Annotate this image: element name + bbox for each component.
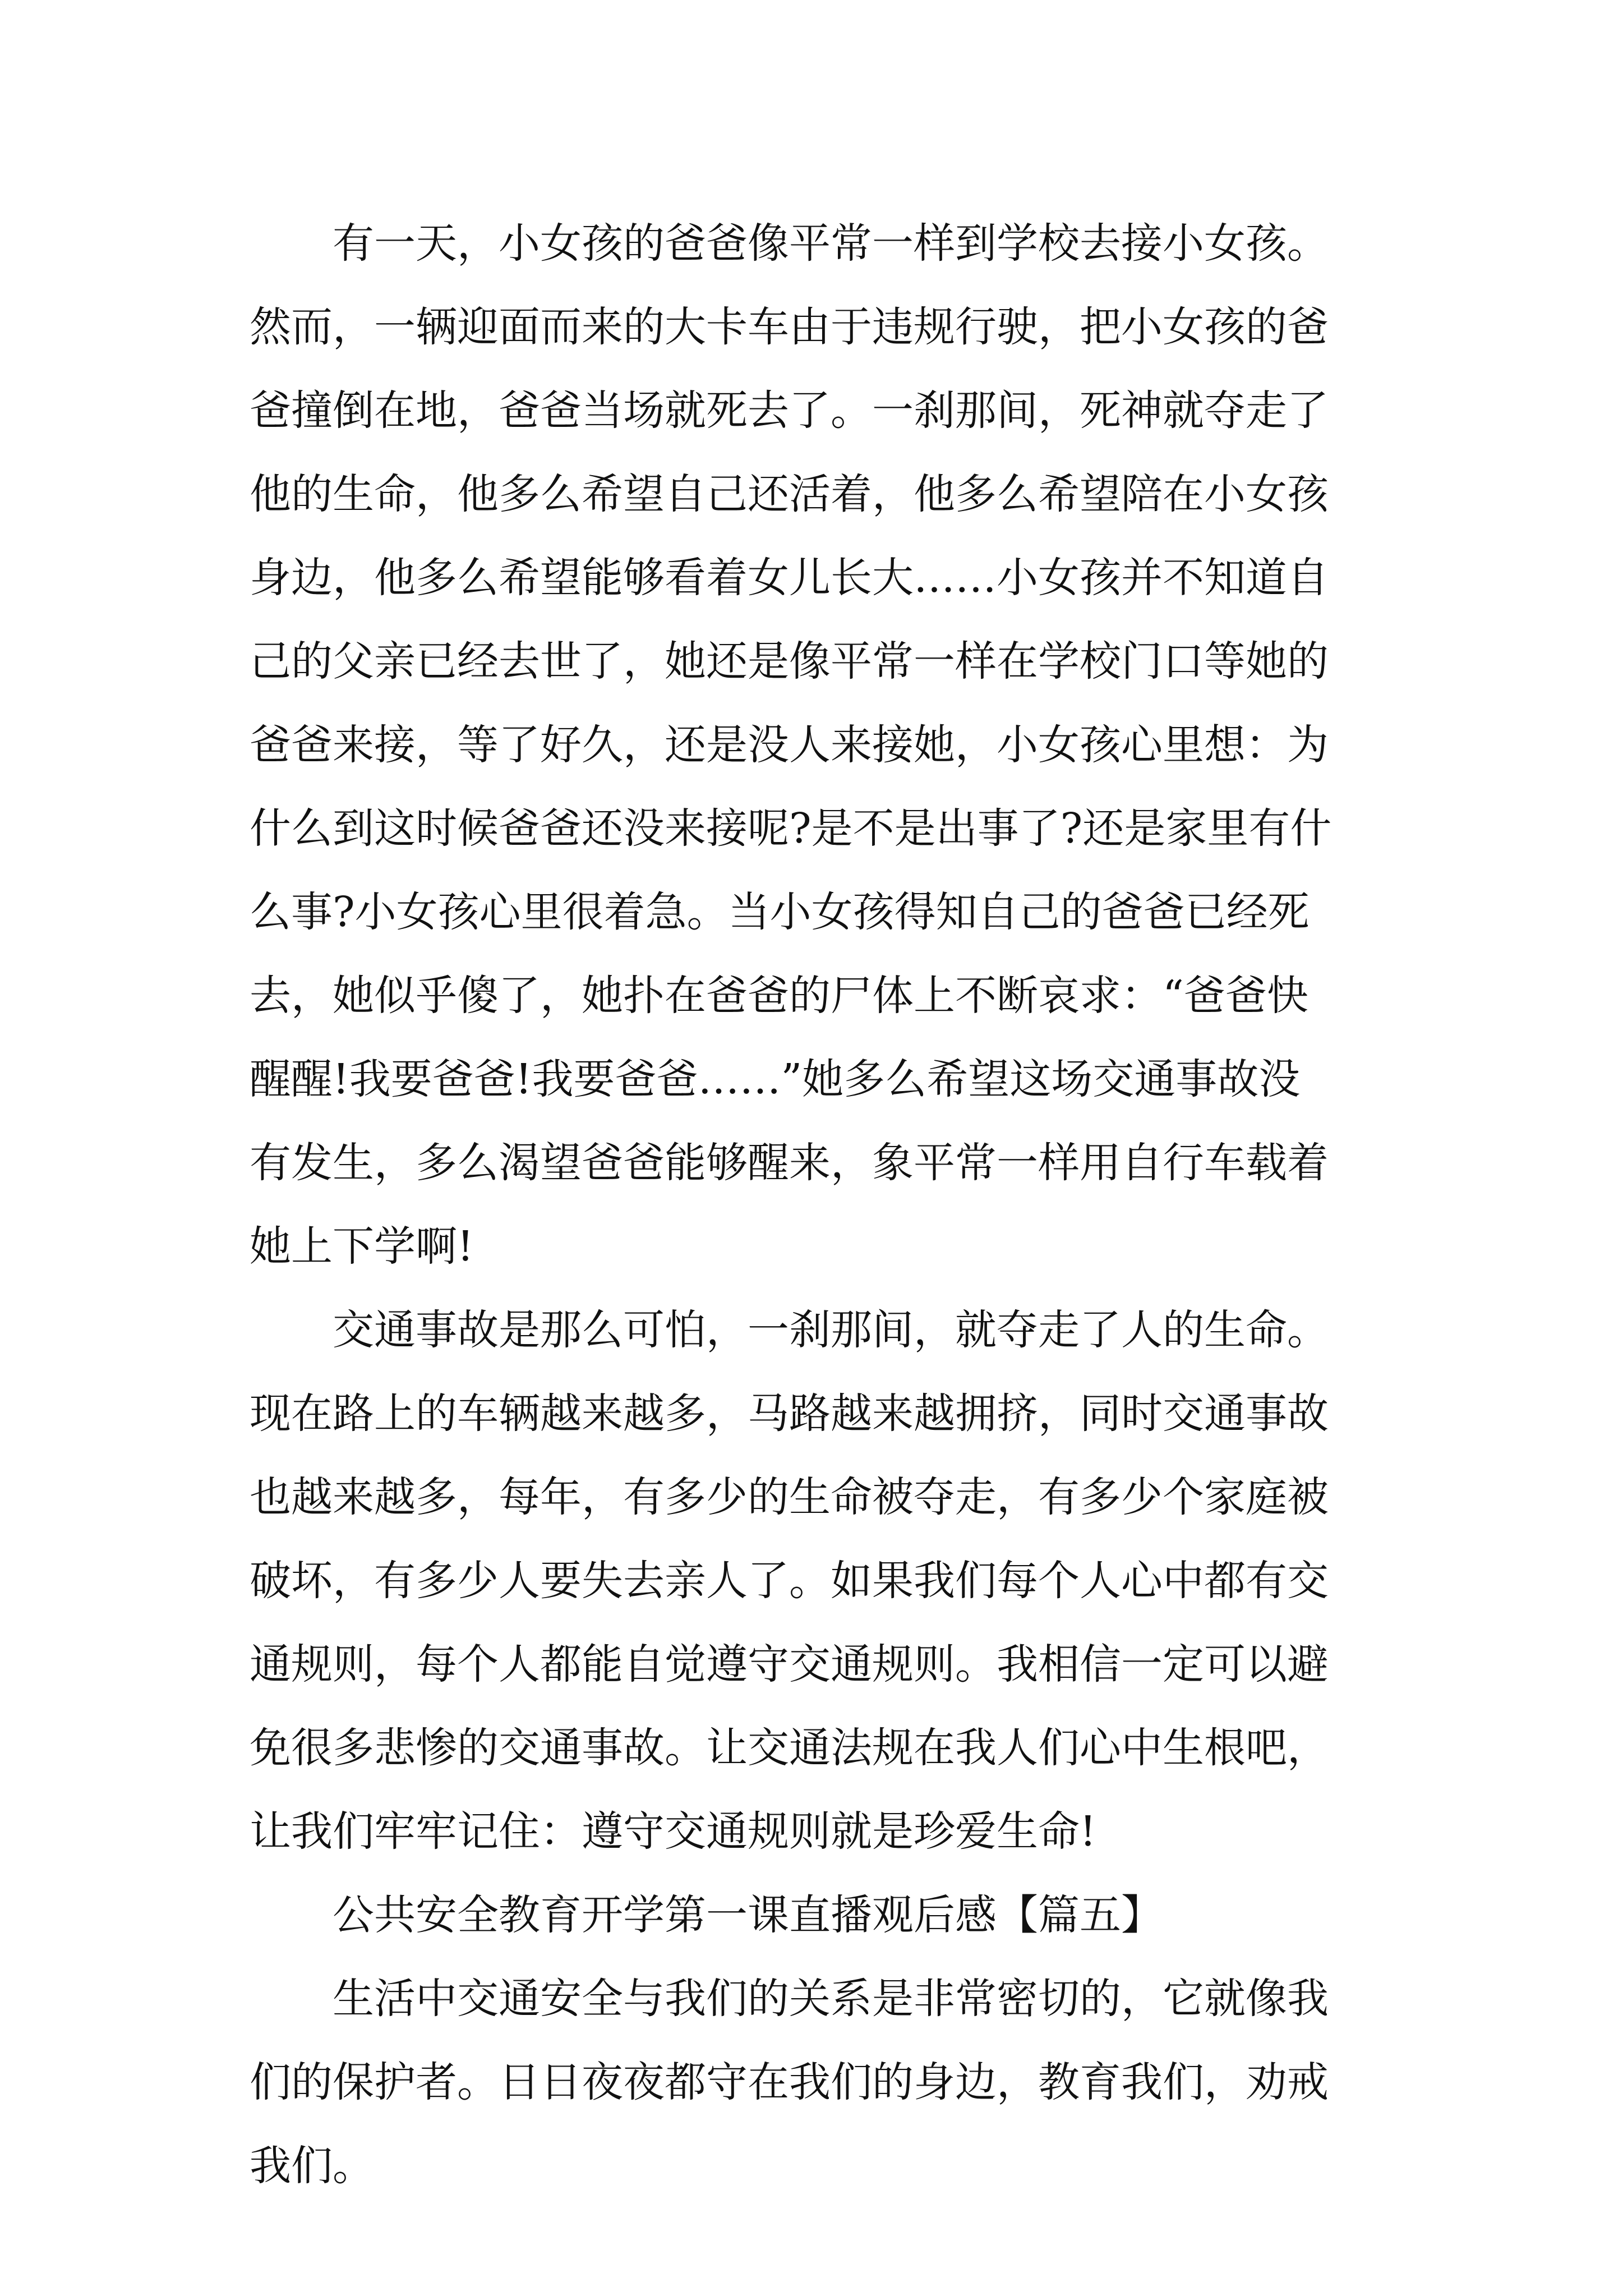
text-line: 免很多悲惨的交通事故。让交通法规在我人们心中生根吧， <box>250 1724 1329 1772</box>
text-line: 己的父亲已经去世了，她还是像平常一样在学校门口等她的 <box>250 637 1329 685</box>
text-line: 他的生命，他多么希望自己还活着，他多么希望陪在小女孩 <box>250 470 1329 518</box>
text-line: 生活中交通安全与我们的关系是非常密切的，它就像我 <box>250 1975 1329 2023</box>
text-line: 让我们牢牢记住：遵守交通规则就是珍爱生命! <box>250 1807 1096 1856</box>
text-line: 我们。 <box>250 2142 374 2190</box>
text-line: 交通事故是那么可怕，一刹那间，就夺走了人的生命。 <box>250 1306 1329 1354</box>
text-line: 破坏，有多少人要失去亲人了。如果我们每个人心中都有交 <box>250 1557 1329 1605</box>
text-line: 身边，他多么希望能够看着女儿长大……小女孩并不知道自 <box>250 554 1329 602</box>
text-line: 也越来越多，每年，有多少的生命被夺走，有多少个家庭被 <box>250 1473 1329 1521</box>
text-line: 爸爸来接，等了好久，还是没人来接她，小女孩心里想：为 <box>250 721 1329 769</box>
text-line: 她上下学啊! <box>250 1222 474 1271</box>
text-line: 什么到这时候爸爸还没来接呢?是不是出事了?还是家里有什 <box>250 804 1332 853</box>
text-line: 通规则，每个人都能自觉遵守交通规则。我相信一定可以避 <box>250 1640 1329 1688</box>
text-line: 现在路上的车辆越来越多，马路越来越拥挤，同时交通事故 <box>250 1389 1329 1438</box>
text-line: 醒醒!我要爸爸!我要爸爸……”她多么希望这场交通事故没 <box>250 1055 1301 1103</box>
text-line: 爸撞倒在地，爸爸当场就死去了。一刹那间，死神就夺走了 <box>250 386 1329 435</box>
paragraph-3 <box>250 1957 1385 2208</box>
text-line: 去，她似乎傻了，她扑在爸爸的尸体上不断哀求：“爸爸快 <box>250 972 1308 1020</box>
document-body <box>250 202 1385 2208</box>
text-line: 然而，一辆迎面而来的大卡车由于违规行驶，把小女孩的爸 <box>250 303 1329 351</box>
text-line: 们的保护者。日日夜夜都守在我们的身边，教育我们，劝戒 <box>250 2058 1329 2106</box>
section-heading: 公共安全教育开学第一课直播观后感【篇五】 <box>250 1891 1163 1939</box>
paragraph-2 <box>250 1289 1385 1874</box>
text-line: 么事?小女孩心里很着急。当小女孩得知自己的爸爸已经死 <box>250 888 1310 936</box>
paragraph-1 <box>250 202 1385 1289</box>
text-line: 有发生，多么渴望爸爸能够醒来，象平常一样用自行车载着 <box>250 1139 1329 1187</box>
text-line: 有一天，小女孩的爸爸像平常一样到学校去接小女孩。 <box>250 219 1329 268</box>
